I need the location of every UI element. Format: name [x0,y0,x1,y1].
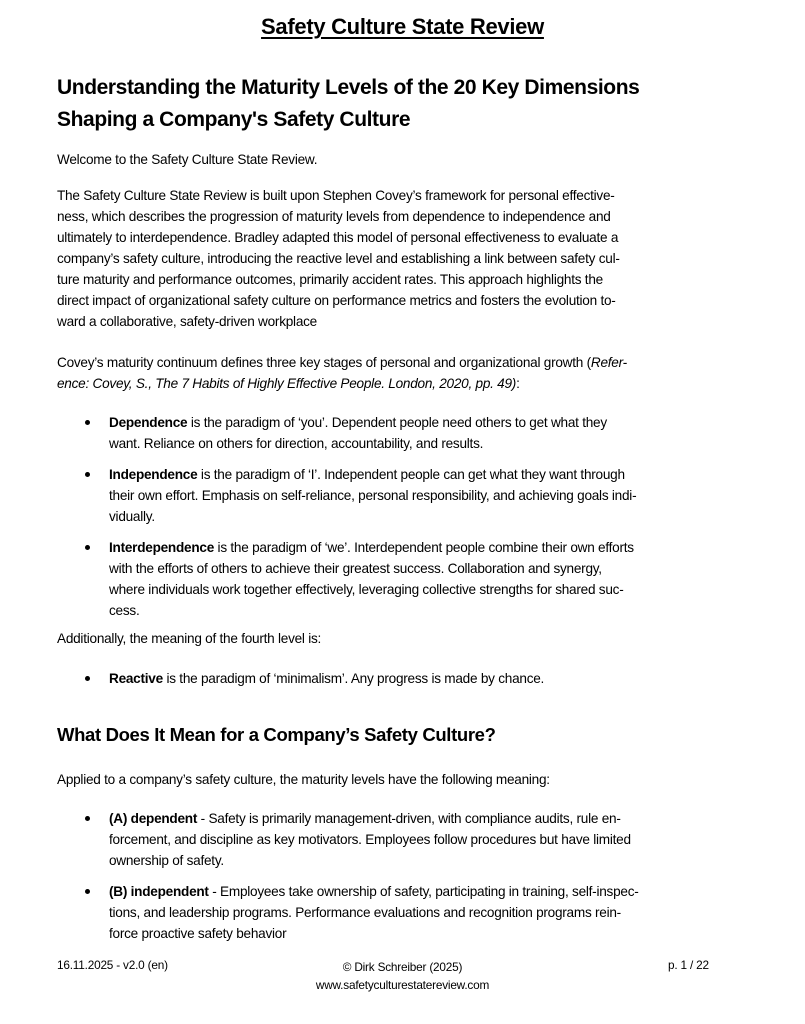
reactive-list [57,668,757,689]
stage-text: with the efforts of others to achieve their greatest success. Collaboration and synergy, [109,561,602,576]
list-item [57,537,757,621]
intro-line: ness, which describes the progression of maturity levels from dependence to independence and [57,209,611,224]
main-heading-line: Shaping a Company's Safety Culture [57,108,411,131]
levels-list [57,808,757,944]
level-text: - Safety is primarily management-driven, with compliance audits, rule en- [197,811,621,826]
reactive-text: is the paradigm of ‘minimalism’. Any progress is made by chance. [162,671,545,686]
bullet-icon [85,472,90,477]
level-text: ownership of safety. [109,853,224,868]
level-term: (B) independent [109,884,209,899]
intro-line: ward a collaborative, safety-driven workplace [57,314,317,329]
intro-line: ultimately to interdependence. Bradley adapted this model of personal effectiveness to evaluate a [57,230,619,245]
bullet-icon [85,676,90,681]
bullet-icon [85,889,90,894]
list-item [57,464,757,527]
covey-line [57,352,752,373]
section-heading: What Does It Mean for a Company’s Safety Culture? [57,724,496,745]
intro-line: The Safety Culture State Review is built upon Stephen Covey’s framework for personal effective- [57,188,615,203]
intro-line: direct impact of organizational safety culture on performance metrics and fosters the evolution to- [57,293,616,308]
footer-copyright: © Dirk Schreiber (2025) [342,960,463,974]
level-text: forcement, and discipline as key motivators. Employees follow procedures but have limited [109,832,631,847]
stages-list [57,412,757,621]
reference-citation: Refer- [590,355,627,370]
list-item [57,412,757,454]
list-item [57,881,757,944]
level-text: tions, and leadership programs. Performance evaluations and recognition programs rein- [109,905,621,920]
bullet-icon [85,816,90,821]
welcome-paragraph: Welcome to the Safety Culture State Review. [57,152,318,167]
reactive-term: Reactive [109,671,163,686]
main-heading-line: Understanding the Maturity Levels of the 20 Key Dimensions [57,76,640,99]
stage-text: is the paradigm of ‘I’. Independent people can get what they want through [197,467,625,482]
covey-paragraph [57,352,752,394]
stage-text: where individuals work together effectively, leveraging collective strengths for shared suc- [109,582,624,597]
bullet-icon [85,420,90,425]
stage-term: Independence [109,467,198,482]
footer-date-version: 16.11.2025 - v2.0 (en) [57,958,168,972]
stage-text: their own effort. Emphasis on self-reliance, personal responsibility, and achieving goals indi- [109,488,637,503]
stage-text: want. Reliance on others for direction, accountability, and results. [109,436,484,451]
covey-line [57,373,752,394]
level-text: - Employees take ownership of safety, participating in training, self-inspec- [208,884,639,899]
intro-line: company’s safety culture, introducing the reactive level and establishing a link between safety cul- [57,251,620,266]
stage-term: Dependence [109,415,188,430]
list-item [57,808,757,871]
footer-website-link[interactable]: www.safetyculturestatereview.com [315,978,490,992]
document-title: Safety Culture State Review [261,14,544,39]
list-item [57,668,757,689]
intro-paragraph [57,185,752,332]
reference-citation: ence: Covey, S., The 7 Habits of Highly Effective People. London, 2020, pp. 49) [57,376,517,391]
stage-text: is the paradigm of ‘you’. Dependent people need others to get what they [187,415,607,430]
covey-text: Covey’s maturity continuum defines three key stages of personal and organizational growth ( [57,355,591,370]
stage-term: Interdependence [109,540,215,555]
stage-text: cess. [109,603,140,618]
intro-line: ture maturity and performance outcomes, primarily accident rates. This approach highlights the [57,272,603,287]
bullet-icon [85,545,90,550]
stage-text: is the paradigm of ‘we’. Interdependent people combine their own efforts [214,540,634,555]
level-term: (A) dependent [109,811,198,826]
main-heading [57,72,757,136]
footer-page-number: p. 1 / 22 [668,958,709,972]
applied-intro: Applied to a company’s safety culture, the maturity levels have the following meaning: [57,772,550,787]
level-text: force proactive safety behavior [109,926,287,941]
fourth-level-intro: Additionally, the meaning of the fourth level is: [57,631,322,646]
stage-text: vidually. [109,509,155,524]
covey-text-end: : [516,376,520,391]
